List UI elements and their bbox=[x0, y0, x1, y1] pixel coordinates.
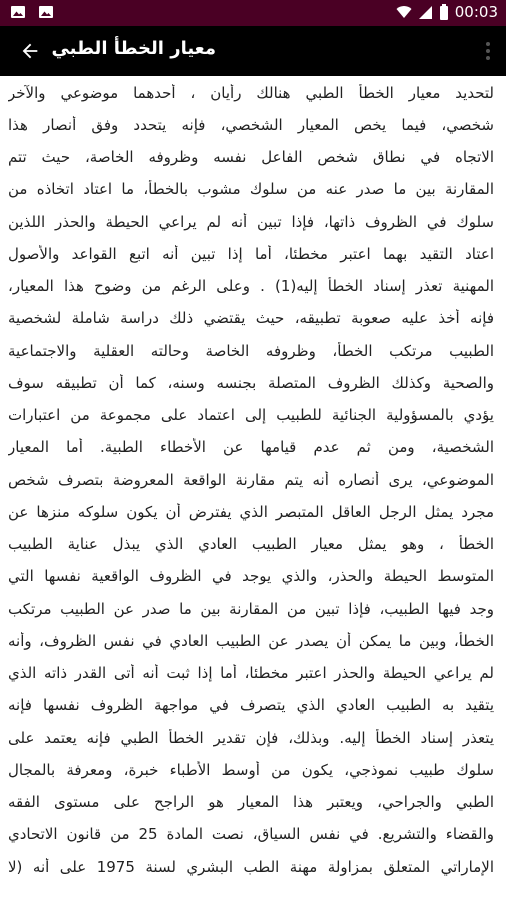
article-content bbox=[0, 84, 506, 900]
arrow-left-icon bbox=[19, 40, 41, 62]
text-line: يتقيد به الطبيب العادي الذي يتصرف في مواجهة الظروف نفسها فإنه bbox=[8, 696, 494, 714]
text-line: الخطأ، وبين ما يمكن أن يصدر عن الطبيب العادي في نفس الظروف، وأنه bbox=[8, 632, 494, 650]
text-line: المهنية تعذر إسناد الخطأ إليه(1) . وعلى الرغم من وضوح هذا المعيار، bbox=[8, 277, 494, 295]
overflow-menu-button[interactable] bbox=[478, 36, 498, 66]
text-line: يتعذر إسناد الخطأ إليه. وبذلك، فإن تقدير الخطأ الطبي فإنه يعتمد على bbox=[8, 729, 494, 747]
text-line: الإماراتي المتعلق بمزاولة مهنة الطب البشري لسنة 1975 على أنه (لا bbox=[8, 858, 494, 876]
text-line: اعتاد التقيد بهما اعتبر مخطئا، أما إذا تبين أنه اتبع القواعد والأصول bbox=[8, 245, 494, 263]
back-button[interactable] bbox=[14, 35, 46, 67]
status-bar bbox=[0, 0, 506, 26]
text-line: شخصي، فيما يخص المعيار الشخصي، فإنه يتحدد وفق أنصار هذا bbox=[8, 116, 494, 134]
text-line: مجرد يمثل الرجل العاقل المتبصر الذي يفترض أن يكون سلوكه منزها عن bbox=[8, 503, 494, 521]
text-line: الشخصية، ومن ثم عدم قيامها عن الأخطاء الطبية. أما المعيار bbox=[8, 438, 494, 456]
text-line: الخطأ ، وهو يمثل معيار الطبيب العادي الذي يبذل عناية الطبيب bbox=[8, 535, 494, 553]
text-line: والصحية وكذلك الظروف المتصلة بجنسه وسنه، كما أن تطبيقه سوف bbox=[8, 374, 494, 392]
text-line: وجد فيها الطبيب، فإذا تبين من المقارنة بين ما صدر عن الطبيب مرتكب bbox=[8, 600, 494, 618]
page-title: معيار الخطأ الطبي bbox=[51, 38, 216, 59]
status-left-icons bbox=[10, 4, 54, 20]
status-time: 00:03 bbox=[454, 3, 498, 21]
text-line: الطبي والجراحي، ويعتبر هذا المعيار هو الراجح على مستوى الفقه bbox=[8, 793, 494, 811]
text-line: المتوسط الحيطة والحذر، والذي يوجد في الظروف الواقعية نفسها التي bbox=[8, 567, 494, 585]
text-line: سلوك طبيب نموذجي، يكون من أوسط الأطباء خبرة، ومعرفة بالمجال bbox=[8, 761, 494, 779]
image-icon bbox=[38, 4, 54, 20]
status-right bbox=[396, 3, 498, 21]
more-vert-icon bbox=[485, 41, 491, 61]
text-line: الطبيب مرتكب الخطأ، وظروفه الخاصة وحالته العقلية والاجتماعية bbox=[8, 342, 494, 360]
text-line: لتحديد معيار الخطأ الطبي هنالك رأيان ، أحدهما موضوعي والآخر bbox=[8, 84, 494, 102]
text-line: فإنه أخذ عليه صعوبة تطبيقه، حيث يقتضي ذلك دراسة شاملة لشخصية bbox=[8, 309, 494, 327]
text-line: الاتجاه في نطاق شخص الفاعل نفسه وظروفه الخاصة، حيث تتم bbox=[8, 148, 494, 166]
image-icon bbox=[10, 4, 26, 20]
wifi-icon bbox=[396, 4, 412, 20]
text-line: المقارنة بين ما صدر عنه من سلوك مشوب بالخطأ، ما اعتاد اتخاذه من bbox=[8, 180, 494, 198]
text-line: لم يراعي الحيطة والحذر اعتبر مخطئا، أما إذا ثبت أنه أتى القدر ذاته الذي bbox=[8, 664, 494, 682]
text-line: والقضاء والتشريع. في نفس السياق، نصت المادة 25 من قانون الاتحادي bbox=[8, 825, 494, 843]
app-bar bbox=[0, 26, 506, 76]
text-line: سلوك في الظروف ذاتها، فإذا تبين أنه لم يراعي الحيطة والحذر اللذين bbox=[8, 213, 494, 231]
signal-icon bbox=[418, 5, 433, 20]
battery-icon bbox=[439, 4, 449, 20]
text-line: يؤدي بالمسؤولية الجنائية للطبيب إلى اعتماد على مجموعة من اعتبارات bbox=[8, 406, 494, 424]
text-line: الموضوعي، يرى أنصاره أنه يتم مقارنة الواقعة المعروضة بتصرف شخص bbox=[8, 471, 494, 489]
